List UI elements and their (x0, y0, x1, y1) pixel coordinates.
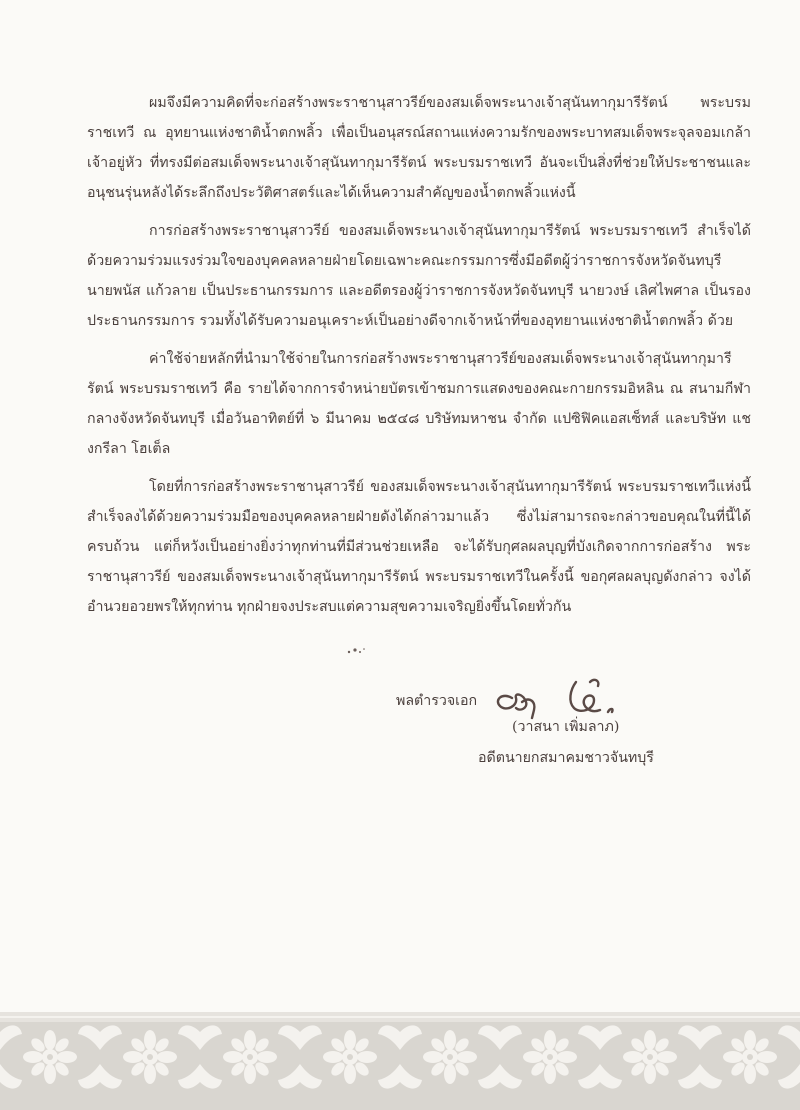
signatory-rank: พลตำรวจเอก (396, 693, 478, 709)
paragraph-2: การก่อสร้างพระราชานุสาวรีย์ ของสมเด็จพระนางเจ้าสุนันทากุมารีรัตน์ พระบรมราชเทวี สำเร็จได้ด้วยความร่วมแรงร่วมใจของบุคคลหลายฝ่ายโดยเฉพาะคณะกรรมการซึ่งมีอดีตผู้ว่าราชการจังหวัดจันทบุรี นายพนัส แก้วลาย เป็นประธานกรรมการ และอดีตรองผู้ว่าราชการจังหวัดจันทบุรี นายวงษ์ เลิศไพศาล เป็นรองประธานกรรมการ รวมทั้งได้รับความอนุเคราะห์เป็นอย่างดีจากเจ้าหน้าที่ของอุทยานแห่งชาติน้ำตกพลิ้ว ด้วย (87, 223, 751, 329)
signatory-name: (วาสนา เพิ่มลาภ) (512, 719, 620, 735)
paragraph-1: ผมจึงมีความคิดที่จะก่อสร้างพระราชานุสาวรีย์ของสมเด็จพระนางเจ้าสุนันทากุมารีรัตน์ พระบรมราชเทวี ณ อุทยานแห่งชาติน้ำตกพลิ้ว เพื่อเป็นอนุสรณ์สถานแห่งความรักของพระบาทสมเด็จพระจุลจอมเกล้าเจ้าอยู่หัว ที่ทรงมีต่อสมเด็จพระนางเจ้าสุนันทากุมารีรัตน์ พระบรมราชเทวี อันจะเป็นสิ่งที่ช่วยให้ประชาชนและอนุชนรุ่นหลังได้ระลึกถึงประวัติศาสตร์และได้เห็นความสำคัญของน้ำตกพลิ้วแห่งนี้ (87, 95, 751, 201)
decorative-floral-border (0, 1012, 800, 1110)
letter-body (87, 88, 751, 622)
signatory-position: อดีตนายกสมาคมชาวจันทบุรี (478, 750, 654, 766)
paragraph-4: โดยที่การก่อสร้างพระราชานุสาวรีย์ ของสมเด็จพระนางเจ้าสุนันทากุมารีรัตน์ พระบรมราชเทวีแห่งนี้สำเร็จลงได้ด้วยความร่วมมือของบุคคลหลายฝ่ายดังได้กล่าวมาแล้ว ซึ่งไม่สามารถจะกล่าวขอบคุณในที่นี้ได้ครบถ้วน แต่ก็หวังเป็นอย่างยิ่งว่าทุกท่านที่มีส่วนช่วยเหลือ จะได้รับกุศลผลบุญที่บังเกิดจากการก่อสร้าง พระราชานุสาวรีย์ ของสมเด็จพระนางเจ้าสุนันทากุมารีรัตน์ พระบรมราชเทวีในครั้งนี้ ขอกุศลผลบุญดังกล่าว จงได้อำนวยอวยพรให้ทุกท่าน ทุกฝ่ายจงประสบแต่ความสุขความเจริญยิ่งขึ้นโดยทั่วกัน (87, 479, 751, 615)
ink-speck-mark (346, 646, 368, 656)
handwritten-signature (490, 672, 630, 722)
signature-block (386, 672, 716, 782)
paragraph-3: ค่าใช้จ่ายหลักที่นำมาใช้จ่ายในการก่อสร้างพระราชานุสาวรีย์ของสมเด็จพระนางเจ้าสุนันทากุมารีรัตน์ พระบรมราชเทวี คือ รายได้จากการจำหน่ายบัตรเข้าชมการแสดงของคณะกายกรรมอิหลิน ณ สนามกีฬากลางจังหวัดจันทบุรี เมื่อวันอาทิตย์ที่ ๖ มีนาคม ๒๕๔๘ บริษัทมหาชน จำกัด แปซิฟิคแอสเซ็ทส์ และบริษัท แชงกรีลา โฮเต็ล (87, 351, 751, 457)
